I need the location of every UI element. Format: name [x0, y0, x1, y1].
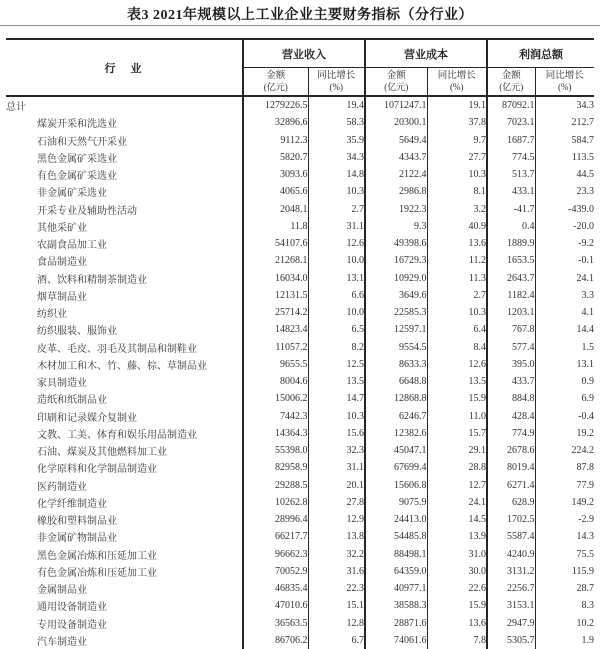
industry-name-cell: 石油和天然气开采业: [37, 136, 127, 148]
revenue-amount-cell: 16034.0: [243, 270, 308, 287]
revenue-amount-cell: 28996.4: [243, 511, 308, 528]
table-body: [6, 96, 594, 649]
revenue-amount-cell: 10262.8: [243, 494, 308, 511]
cost-amount-cell: 40977.1: [365, 580, 427, 597]
revenue-growth-cell: 10.0: [308, 304, 365, 321]
cost-amount-cell: 88498.1: [365, 546, 427, 563]
industry-name-cell: 开采专业及辅助性活动: [37, 205, 137, 217]
industry-name-cell: 总计: [6, 102, 26, 114]
industry-name-cell: 有色金属矿采选业: [37, 171, 117, 183]
revenue-growth-cell: 15.1: [308, 597, 365, 614]
industry-name-cell: 有色金属冶炼和压延加工业: [37, 567, 157, 579]
revenue-amount-cell: 2048.1: [243, 201, 308, 218]
profit-amount-cell: 767.8: [487, 321, 535, 338]
profit-amount-cell: 0.4: [487, 218, 535, 235]
cost-growth-cell: 15.9: [427, 390, 487, 407]
industry-name-cell: 金属制品业: [37, 585, 87, 597]
profit-growth-cell: 4.1: [535, 304, 594, 321]
profit-amount-cell: 428.4: [487, 408, 535, 425]
revenue-amount-cell: 9112.3: [243, 132, 308, 149]
industry-name-cell: 汽车制造业: [37, 636, 87, 648]
revenue-growth-cell: 6.7: [308, 632, 365, 649]
cost-growth-cell: 19.1: [427, 96, 487, 114]
profit-amount-cell: -41.7: [487, 201, 535, 218]
profit-growth-cell: 75.5: [535, 546, 594, 563]
industry-name-cell: 化学纤维制造业: [37, 498, 107, 510]
cost-growth-cell: 13.6: [427, 235, 487, 252]
cost-growth-cell: 11.3: [427, 270, 487, 287]
cost-amount-cell: 64359.0: [365, 563, 427, 580]
industry-name-cell: 纺织服装、服饰业: [37, 326, 117, 338]
cost-growth-cell: 13.9: [427, 528, 487, 545]
cost-amount-cell: 16729.3: [365, 252, 427, 269]
cost-amount-cell: 54485.8: [365, 528, 427, 545]
revenue-growth-cell: 10.3: [308, 183, 365, 200]
revenue-growth-cell: 15.6: [308, 425, 365, 442]
profit-amount-cell: 2256.7: [487, 580, 535, 597]
revenue-amount-cell: 32896.6: [243, 114, 308, 131]
revenue-growth-cell: 2.7: [308, 201, 365, 218]
profit-amount-cell: 4240.9: [487, 546, 535, 563]
cost-amount-cell: 22585.3: [365, 304, 427, 321]
profit-group-header: 利润总额: [487, 39, 594, 68]
profit-amount-cell: 1203.1: [487, 304, 535, 321]
cost-amount-cell: 67699.4: [365, 459, 427, 476]
industry-name-cell: 煤炭开采和洗选业: [37, 119, 117, 131]
industry-name-cell: 黑色金属冶炼和压延加工业: [37, 550, 157, 562]
cost-growth-cell: 10.3: [427, 304, 487, 321]
cost-amount-cell: 6246.7: [365, 408, 427, 425]
revenue-growth-cell: 6.5: [308, 321, 365, 338]
profit-growth-cell: 87.8: [535, 459, 594, 476]
revenue-amount-cell: 15006.2: [243, 390, 308, 407]
cost-amount-cell: 74061.6: [365, 632, 427, 649]
revenue-amount-cell: 1279226.5: [243, 96, 308, 114]
revenue-growth-cell: 12.9: [308, 511, 365, 528]
profit-amount-cell: 1889.9: [487, 235, 535, 252]
profit-growth-cell: 8.3: [535, 597, 594, 614]
cost-growth-cell: 7.8: [427, 632, 487, 649]
revenue-growth-cell: 14.8: [308, 166, 365, 183]
revenue-amount-cell: 46835.4: [243, 580, 308, 597]
revenue-growth-cell: 12.6: [308, 235, 365, 252]
revenue-amount-header: 金额 (亿元): [243, 68, 308, 97]
revenue-amount-cell: 36563.5: [243, 615, 308, 632]
table-row: [6, 546, 594, 563]
table-row: [6, 390, 594, 407]
revenue-growth-cell: 13.5: [308, 373, 365, 390]
profit-growth-cell: -439.0: [535, 201, 594, 218]
profit-growth-cell: 14.4: [535, 321, 594, 338]
profit-growth-cell: 34.3: [535, 96, 594, 114]
cost-growth-cell: 8.1: [427, 183, 487, 200]
industry-name-cell: 烟草制品业: [37, 291, 87, 303]
table-row: [6, 96, 594, 114]
industry-column-header: 行 业: [6, 39, 243, 96]
revenue-growth-cell: 32.3: [308, 442, 365, 459]
profit-amount-cell: 8019.4: [487, 459, 535, 476]
cost-growth-cell: 30.0: [427, 563, 487, 580]
revenue-growth-cell: 8.2: [308, 339, 365, 356]
revenue-amount-cell: 96662.3: [243, 546, 308, 563]
cost-amount-cell: 8633.3: [365, 356, 427, 373]
cost-amount-cell: 9.3: [365, 218, 427, 235]
cost-growth-cell: 15.9: [427, 597, 487, 614]
industry-name-cell: 医药制造业: [37, 481, 87, 493]
revenue-amount-cell: 70052.9: [243, 563, 308, 580]
profit-amount-cell: 2947.9: [487, 615, 535, 632]
table-row: [6, 615, 594, 632]
cost-growth-cell: 37.8: [427, 114, 487, 131]
cost-amount-header: 金额 (亿元): [365, 68, 427, 97]
cost-growth-cell: 14.5: [427, 511, 487, 528]
table-row: [6, 132, 594, 149]
profit-amount-cell: 433.7: [487, 373, 535, 390]
revenue-growth-cell: 31.1: [308, 459, 365, 476]
revenue-amount-cell: 3093.6: [243, 166, 308, 183]
industry-name-cell: 农副食品加工业: [37, 240, 107, 252]
profit-amount-cell: 5587.4: [487, 528, 535, 545]
cost-amount-cell: 12868.8: [365, 390, 427, 407]
cost-amount-cell: 10929.0: [365, 270, 427, 287]
profit-growth-cell: 23.3: [535, 183, 594, 200]
profit-amount-cell: 513.7: [487, 166, 535, 183]
cost-amount-cell: 24413.0: [365, 511, 427, 528]
revenue-amount-cell: 21268.1: [243, 252, 308, 269]
table-row: [6, 218, 594, 235]
profit-amount-cell: 774.9: [487, 425, 535, 442]
revenue-growth-cell: 32.2: [308, 546, 365, 563]
revenue-amount-cell: 82958.9: [243, 459, 308, 476]
revenue-growth-cell: 19.4: [308, 96, 365, 114]
table-row: [6, 442, 594, 459]
cost-growth-cell: 11.2: [427, 252, 487, 269]
profit-growth-cell: 24.1: [535, 270, 594, 287]
cost-growth-cell: 31.0: [427, 546, 487, 563]
cost-growth-cell: 2.7: [427, 287, 487, 304]
profit-growth-header: 同比增长 (%): [535, 68, 594, 97]
revenue-amount-cell: 54107.6: [243, 235, 308, 252]
table-row: [6, 632, 594, 649]
revenue-amount-cell: 11.8: [243, 218, 308, 235]
profit-amount-cell: 433.1: [487, 183, 535, 200]
industry-name-cell: 通用设备制造业: [37, 602, 107, 614]
revenue-growth-cell: 34.3: [308, 149, 365, 166]
cost-growth-cell: 9.7: [427, 132, 487, 149]
profit-growth-cell: 149.2: [535, 494, 594, 511]
profit-growth-cell: 6.9: [535, 390, 594, 407]
revenue-amount-cell: 9655.5: [243, 356, 308, 373]
table-row: [6, 183, 594, 200]
cost-growth-cell: 6.4: [427, 321, 487, 338]
profit-growth-cell: 3.3: [535, 287, 594, 304]
cost-amount-cell: 5649.4: [365, 132, 427, 149]
industry-name-cell: 非金属矿采选业: [37, 188, 107, 200]
profit-growth-cell: -0.1: [535, 252, 594, 269]
revenue-amount-cell: 4065.6: [243, 183, 308, 200]
cost-growth-cell: 11.0: [427, 408, 487, 425]
profit-growth-cell: 44.5: [535, 166, 594, 183]
cost-amount-cell: 12382.6: [365, 425, 427, 442]
cost-growth-cell: 12.7: [427, 477, 487, 494]
profit-growth-cell: 10.2: [535, 615, 594, 632]
table-row: [6, 477, 594, 494]
revenue-growth-cell: 6.6: [308, 287, 365, 304]
cost-growth-cell: 10.3: [427, 166, 487, 183]
profit-amount-cell: 5305.7: [487, 632, 535, 649]
cost-amount-cell: 4343.7: [365, 149, 427, 166]
table-row: [6, 339, 594, 356]
table-row: [6, 321, 594, 338]
revenue-amount-cell: 66217.7: [243, 528, 308, 545]
revenue-growth-cell: 31.6: [308, 563, 365, 580]
revenue-growth-cell: 58.3: [308, 114, 365, 131]
revenue-amount-cell: 7442.3: [243, 408, 308, 425]
revenue-amount-cell: 29288.5: [243, 477, 308, 494]
cost-growth-cell: 27.7: [427, 149, 487, 166]
table-row: [6, 373, 594, 390]
revenue-growth-cell: 20.1: [308, 477, 365, 494]
cost-amount-cell: 1922.3: [365, 201, 427, 218]
revenue-amount-cell: 25714.2: [243, 304, 308, 321]
cost-amount-cell: 15606.8: [365, 477, 427, 494]
revenue-growth-cell: 10.0: [308, 252, 365, 269]
revenue-growth-cell: 10.3: [308, 408, 365, 425]
revenue-growth-header: 同比增长 (%): [308, 68, 365, 97]
profit-amount-cell: 1702.5: [487, 511, 535, 528]
industry-name-cell: 文教、工美、体育和娱乐用品制造业: [37, 429, 197, 441]
profit-growth-cell: 19.2: [535, 425, 594, 442]
table-row: [6, 494, 594, 511]
cost-amount-cell: 6648.8: [365, 373, 427, 390]
cost-amount-cell: 1071247.1: [365, 96, 427, 114]
revenue-growth-cell: 22.3: [308, 580, 365, 597]
profit-growth-cell: -2.9: [535, 511, 594, 528]
horizontal-rule: [0, 25, 600, 26]
profit-growth-cell: 584.7: [535, 132, 594, 149]
revenue-amount-cell: 14364.3: [243, 425, 308, 442]
profit-amount-cell: 628.9: [487, 494, 535, 511]
profit-amount-cell: 395.0: [487, 356, 535, 373]
industry-name-cell: 家具制造业: [37, 378, 87, 390]
table-row: [6, 563, 594, 580]
profit-amount-cell: 87092.1: [487, 96, 535, 114]
revenue-growth-cell: 35.9: [308, 132, 365, 149]
cost-growth-cell: 28.8: [427, 459, 487, 476]
profit-amount-cell: 6271.4: [487, 477, 535, 494]
table-row: [6, 459, 594, 476]
profit-growth-cell: 115.9: [535, 563, 594, 580]
revenue-amount-cell: 86706.2: [243, 632, 308, 649]
table-row: [6, 270, 594, 287]
cost-amount-cell: 9075.9: [365, 494, 427, 511]
cost-growth-cell: 3.2: [427, 201, 487, 218]
revenue-amount-cell: 14823.4: [243, 321, 308, 338]
cost-growth-cell: 15.7: [427, 425, 487, 442]
table-row: [6, 149, 594, 166]
table-row: [6, 201, 594, 218]
industry-name-cell: 橡胶和塑料制品业: [37, 516, 117, 528]
profit-amount-cell: 7023.1: [487, 114, 535, 131]
table-row: [6, 597, 594, 614]
profit-amount-cell: 2678.6: [487, 442, 535, 459]
table-row: [6, 528, 594, 545]
cost-amount-cell: 3649.6: [365, 287, 427, 304]
table-title: 表3 2021年规模以上工业企业主要财务指标（分行业）: [127, 8, 473, 23]
profit-amount-cell: 1687.7: [487, 132, 535, 149]
cost-growth-cell: 8.4: [427, 339, 487, 356]
revenue-growth-cell: 12.5: [308, 356, 365, 373]
table-row: [6, 235, 594, 252]
revenue-amount-cell: 5820.7: [243, 149, 308, 166]
industry-name-cell: 其他采矿业: [37, 222, 87, 234]
profit-growth-cell: -0.4: [535, 408, 594, 425]
profit-growth-cell: 77.9: [535, 477, 594, 494]
cost-growth-cell: 40.9: [427, 218, 487, 235]
revenue-growth-cell: 13.1: [308, 270, 365, 287]
cost-growth-cell: 13.5: [427, 373, 487, 390]
industry-name-cell: 化学原料和化学制品制造业: [37, 464, 157, 476]
profit-growth-cell: 13.1: [535, 356, 594, 373]
profit-growth-cell: 14.3: [535, 528, 594, 545]
table-row: [6, 408, 594, 425]
revenue-growth-cell: 13.8: [308, 528, 365, 545]
profit-growth-cell: 113.5: [535, 149, 594, 166]
profit-growth-cell: -20.0: [535, 218, 594, 235]
revenue-growth-cell: 27.8: [308, 494, 365, 511]
industry-name-cell: 石油、煤炭及其他燃料加工业: [37, 447, 167, 459]
cost-growth-cell: 22.6: [427, 580, 487, 597]
cost-amount-cell: 9554.5: [365, 339, 427, 356]
industry-name-cell: 皮革、毛皮、羽毛及其制品和制鞋业: [37, 343, 197, 355]
cost-group-header: 营业成本: [365, 39, 487, 68]
table-row: [6, 511, 594, 528]
profit-growth-cell: -9.2: [535, 235, 594, 252]
cost-amount-cell: 49398.6: [365, 235, 427, 252]
cost-growth-cell: 13.6: [427, 615, 487, 632]
profit-amount-cell: 2643.7: [487, 270, 535, 287]
revenue-amount-cell: 11057.2: [243, 339, 308, 356]
profit-amount-header: 金额 (亿元): [487, 68, 535, 97]
profit-growth-cell: 1.5: [535, 339, 594, 356]
profit-amount-cell: 1182.4: [487, 287, 535, 304]
cost-amount-cell: 2122.4: [365, 166, 427, 183]
profit-amount-cell: 774.5: [487, 149, 535, 166]
profit-amount-cell: 577.4: [487, 339, 535, 356]
table-header: [6, 39, 594, 96]
profit-growth-cell: 0.9: [535, 373, 594, 390]
table-row: [6, 252, 594, 269]
revenue-amount-cell: 47010.6: [243, 597, 308, 614]
table-row: [6, 304, 594, 321]
cost-growth-cell: 12.6: [427, 356, 487, 373]
profit-amount-cell: 1653.5: [487, 252, 535, 269]
table-row: [6, 425, 594, 442]
industry-name-cell: 非金属矿物制品业: [37, 533, 117, 545]
table-row: [6, 287, 594, 304]
table-row: [6, 356, 594, 373]
industry-name-cell: 专用设备制造业: [37, 619, 107, 631]
industry-name-cell: 酒、饮料和精制茶制造业: [37, 274, 147, 286]
revenue-amount-cell: 12131.5: [243, 287, 308, 304]
profit-amount-cell: 3153.1: [487, 597, 535, 614]
cost-amount-cell: 12597.1: [365, 321, 427, 338]
profit-amount-cell: 3131.2: [487, 563, 535, 580]
cost-amount-cell: 38588.3: [365, 597, 427, 614]
table-row: [6, 166, 594, 183]
industry-name-cell: 纺织业: [37, 309, 67, 321]
table-row: [6, 114, 594, 131]
financial-table: [6, 38, 594, 649]
revenue-growth-cell: 12.8: [308, 615, 365, 632]
revenue-amount-cell: 8004.6: [243, 373, 308, 390]
cost-amount-cell: 20300.1: [365, 114, 427, 131]
profit-amount-cell: 884.8: [487, 390, 535, 407]
profit-growth-cell: 1.9: [535, 632, 594, 649]
industry-name-cell: 食品制造业: [37, 257, 87, 269]
industry-name-cell: 印刷和记录媒介复制业: [37, 412, 137, 424]
industry-name-cell: 木材加工和木、竹、藤、棕、草制品业: [37, 360, 207, 372]
profit-growth-cell: 28.7: [535, 580, 594, 597]
industry-name-cell: 造纸和纸制品业: [37, 395, 107, 407]
revenue-growth-cell: 14.7: [308, 390, 365, 407]
revenue-group-header: 营业收入: [243, 39, 365, 68]
cost-amount-cell: 28871.6: [365, 615, 427, 632]
cost-growth-cell: 29.1: [427, 442, 487, 459]
cost-amount-cell: 2986.8: [365, 183, 427, 200]
profit-growth-cell: 212.7: [535, 114, 594, 131]
header-group-row: [6, 39, 594, 68]
revenue-amount-cell: 55398.0: [243, 442, 308, 459]
industry-name-cell: 黑色金属矿采选业: [37, 153, 117, 165]
revenue-growth-cell: 31.1: [308, 218, 365, 235]
cost-growth-cell: 24.1: [427, 494, 487, 511]
profit-growth-cell: 224.2: [535, 442, 594, 459]
table-row: [6, 580, 594, 597]
cost-amount-cell: 45047.1: [365, 442, 427, 459]
cost-growth-header: 同比增长 (%): [427, 68, 487, 97]
